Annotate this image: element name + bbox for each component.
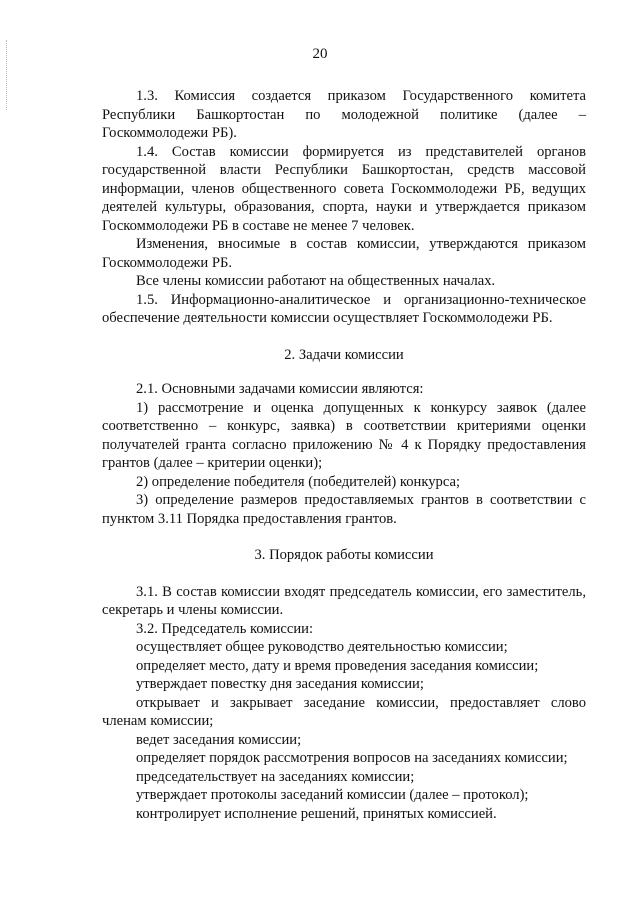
- section-3-heading: 3. Порядок работы комиссии: [254, 547, 434, 563]
- task-item-2: 2) определение победителя (победителей) конкурса;: [136, 473, 461, 490]
- duty-item: контролирует исполнение решений, принятых комиссией.: [136, 805, 497, 822]
- paragraph-2-1: 2.1. Основными задачами комиссии являются:: [136, 381, 424, 397]
- paragraph-1-4: 1.4. Состав комиссии формируется из представителей органов государственной власти Республики Башкортостан, средств массовой информации, членов общественного совета Госкоммолодежи РБ, ведущих деятелей культуры, образования, спорта, науки и утверждается приказом Госкоммолодежи РБ в составе не менее 7 человек.: [102, 143, 586, 234]
- task-item-3: 3) определение размеров предоставляемых грантов в соответствии с пунктом 3.11 Порядка предоставления грантов.: [102, 492, 586, 527]
- duty-item: определяет порядок рассмотрения вопросов на заседаниях комиссии;: [136, 750, 568, 766]
- paragraph-1-3: 1.3. Комиссия создается приказом Государственного комитета Республики Башкортостан по молодежной политике (далее – Госкоммолодежи РБ).: [102, 88, 586, 141]
- paragraph-3-1: 3.1. В состав комиссии входят председатель комиссии, его заместитель, секретарь и члены комиссии.: [102, 583, 586, 618]
- section-2-heading: 2. Задачи комиссии: [284, 346, 404, 363]
- duty-item: утверждает повестку дня заседания комиссии;: [136, 676, 424, 692]
- duty-item: председательствует на заседаниях комиссии;: [136, 768, 415, 785]
- duty-item: открывает и закрывает заседание комиссии, предоставляет слово членам комиссии;: [102, 694, 586, 729]
- duty-item: осуществляет общее руководство деятельностью комиссии;: [136, 639, 508, 655]
- document-body: [102, 87, 586, 823]
- paragraph-volunteer: Все члены комиссии работают на общественных началах.: [136, 273, 496, 289]
- paragraph-1-5: 1.5. Информационно-аналитическое и организационно-техническое обеспечение деятельности комиссии осуществляет Госкоммолодежи РБ.: [102, 291, 586, 326]
- duty-item: определяет место, дату и время проведения заседания комиссии;: [136, 657, 539, 674]
- page-number: 20: [312, 46, 328, 62]
- paragraph-3-2: 3.2. Председатель комиссии:: [136, 620, 314, 637]
- task-item-1: 1) рассмотрение и оценка допущенных к конкурсу заявок (далее соответственно – конкурс, заявка) в соответствии критериями оценки получателей гранта согласно приложению № 4 к Порядку предоставления грантов (далее – критерии оценки);: [102, 399, 586, 471]
- duty-item: ведет заседания комиссии;: [136, 731, 302, 748]
- paragraph-changes: Изменения, вносимые в состав комиссии, утверждаются приказом Госкоммолодежи РБ.: [102, 236, 586, 271]
- duty-item: утверждает протоколы заседаний комиссии (далее – протокол);: [136, 787, 529, 803]
